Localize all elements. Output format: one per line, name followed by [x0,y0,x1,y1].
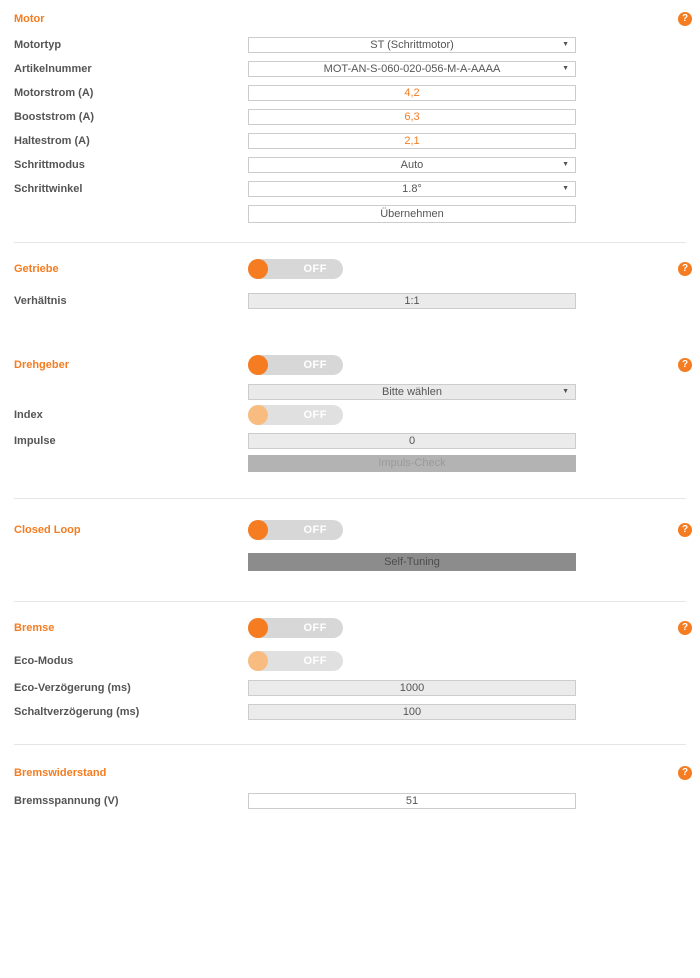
form-row-schaltverzoegerung [14,704,692,720]
help-icon[interactable]: ? [678,621,692,635]
form-row-eco-verzoegerung [14,680,692,696]
artikelnummer-select-value: MOT-AN-S-060-020-056-M-A-AAAA [323,63,501,75]
uebernehmen-button[interactable]: Übernehmen [248,205,576,223]
section-divider [14,498,686,499]
bremsspannung-label: Bremsspannung (V) [14,794,119,807]
form-row-schrittwinkel [14,181,692,197]
form-row-booststrom [14,109,692,125]
section-divider [14,242,686,243]
toggle-knob [248,405,268,425]
schrittwinkel-label: Schrittwinkel [14,182,83,195]
schrittmodus-label: Schrittmodus [14,158,85,171]
section-getriebe-header [14,259,692,279]
section-divider [14,744,686,745]
toggle-knob [248,618,268,638]
help-icon[interactable]: ? [678,358,692,372]
motortyp-select-value: ST (Schrittmotor) [370,39,454,51]
form-row-impulse [14,433,692,449]
help-icon[interactable]: ? [678,262,692,276]
haltestrom-label: Haltestrom (A) [14,134,90,147]
index-toggle [248,405,343,425]
section-motor-header [14,12,692,26]
form-row-bremsspannung [14,793,692,809]
help-icon[interactable]: ? [678,523,692,537]
toggle-knob [248,520,268,540]
artikelnummer-select[interactable] [248,61,576,77]
artikelnummer-label: Artikelnummer [14,62,92,75]
booststrom-input[interactable] [248,109,576,125]
section-drehgeber-header [14,355,692,375]
bremse-toggle[interactable] [248,618,343,638]
chevron-down-icon: ▼ [562,65,569,72]
form-row-encoder-select [14,384,692,400]
verhaeltnis-input [248,293,576,309]
section-title-getriebe: Getriebe [14,263,59,275]
self-tuning-button: Self-Tuning [248,553,576,571]
schrittwinkel-select[interactable] [248,181,576,197]
schaltverzoegerung-input [248,704,576,720]
section-title-drehgeber: Drehgeber [14,359,70,371]
section-getriebe [14,259,692,309]
toggle-knob [248,651,268,671]
help-icon[interactable]: ? [678,12,692,26]
toggle-knob [248,355,268,375]
impuls-check-button: Impuls-Check [248,455,576,472]
eco-verzoegerung-label: Eco-Verzögerung (ms) [14,681,131,694]
form-row-impuls-check [14,455,692,472]
eco-modus-label: Eco-Modus [14,654,74,667]
chevron-down-icon: ▼ [562,388,569,395]
toggle-state-label: OFF [303,359,327,371]
section-bremse [14,618,692,720]
section-motor [14,12,692,223]
section-bremse-header [14,618,692,638]
section-title-bremswiderstand: Bremswiderstand [14,767,107,779]
motortyp-select[interactable] [248,37,576,53]
form-row-eco-modus [14,651,692,671]
form-row-motorstrom [14,85,692,101]
bremsspannung-input[interactable] [248,793,576,809]
section-bremswiderstand [14,766,692,809]
section-title-bremse: Bremse [14,622,55,634]
form-row-verhaeltnis [14,293,692,309]
haltestrom-input[interactable] [248,133,576,149]
help-icon[interactable]: ? [678,766,692,780]
chevron-down-icon: ▼ [562,161,569,168]
motorstrom-input[interactable] [248,85,576,101]
encoder-select-value: Bitte wählen [382,386,442,398]
eco-verzoegerung-input [248,680,576,696]
verhaeltnis-label: Verhältnis [14,294,67,307]
encoder-select [248,384,576,400]
motorstrom-label: Motorstrom (A) [14,86,94,99]
chevron-down-icon: ▼ [562,185,569,192]
motor-rows [14,37,692,223]
section-closed-loop [14,520,692,571]
form-row-self-tuning [14,553,692,571]
index-label: Index [14,408,43,421]
eco-modus-toggle [248,651,343,671]
schrittwinkel-select-value: 1.8° [402,183,422,195]
form-row-motortyp [14,37,692,53]
booststrom-label: Booststrom (A) [14,110,95,123]
form-row-schrittmodus [14,157,692,173]
toggle-state-label: OFF [303,524,327,536]
closed-loop-toggle[interactable] [248,520,343,540]
toggle-state-label: OFF [303,655,327,667]
schrittmodus-select-value: Auto [400,159,424,171]
motortyp-label: Motortyp [14,38,62,51]
form-row-artikelnummer [14,61,692,77]
chevron-down-icon: ▼ [562,41,569,48]
section-title-motor: Motor [14,13,45,25]
section-divider [14,601,686,602]
schrittmodus-select[interactable] [248,157,576,173]
form-row-haltestrom [14,133,692,149]
section-title-closed-loop: Closed Loop [14,524,81,536]
toggle-state-label: OFF [303,622,327,634]
section-closed-loop-header [14,520,692,540]
toggle-state-label: OFF [303,409,327,421]
form-row-index [14,405,692,425]
toggle-state-label: OFF [303,263,327,275]
form-row-uebernehmen [14,205,692,223]
drehgeber-toggle[interactable] [248,355,343,375]
section-drehgeber [14,355,692,472]
getriebe-toggle[interactable] [248,259,343,279]
toggle-knob [248,259,268,279]
section-bremswiderstand-header [14,766,692,780]
schaltverzoegerung-label: Schaltverzögerung (ms) [14,705,140,718]
motor-settings-page [0,12,700,978]
impulse-label: Impulse [14,434,56,447]
impulse-input [248,433,576,449]
